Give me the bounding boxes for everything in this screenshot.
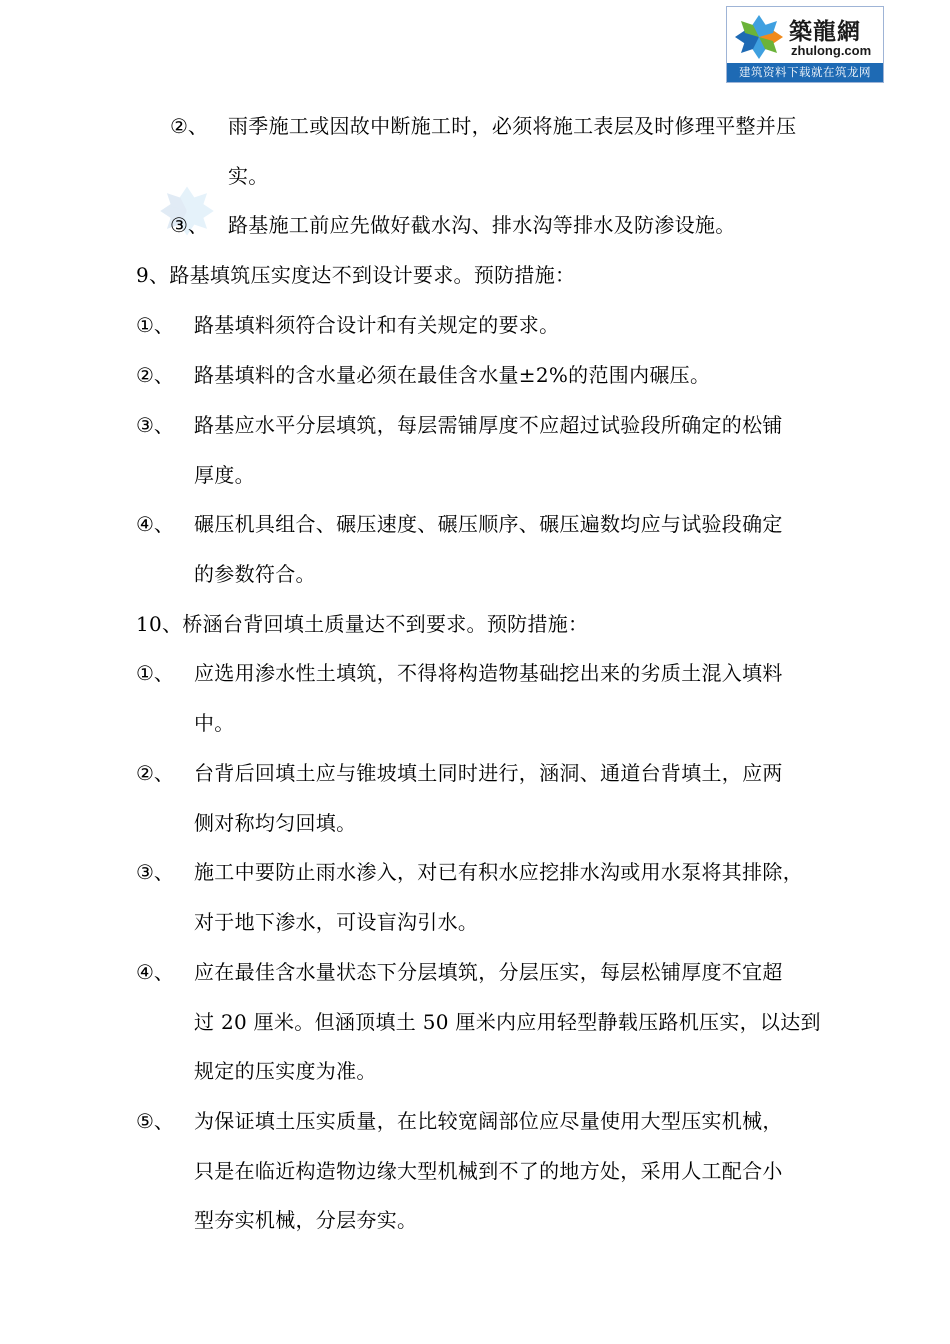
logo-slogan: 建筑资料下载就在筑龙网 [727, 63, 883, 82]
section-heading: 9、路基填筑压实度达不到设计要求。预防措施： [136, 263, 576, 287]
list-marker: ④、 [136, 512, 174, 536]
site-logo [726, 6, 884, 83]
list-item-text: 只是在临近构造物边缘大型机械到不了的地方处，采用人工配合小 [194, 1159, 783, 1183]
list-item-text: 应选用渗水性土填筑，不得将构造物基础挖出来的劣质土混入填料 [194, 661, 783, 685]
list-item-text: 过 20 厘米。但涵顶填土 50 厘米内应用轻型静载压路机压实，以达到 [194, 1010, 821, 1034]
list-item-text: 路基填料须符合设计和有关规定的要求。 [194, 313, 560, 337]
list-marker: ②、 [170, 114, 208, 138]
list-marker: ②、 [136, 363, 174, 387]
logo-top [727, 7, 883, 65]
list-marker: ①、 [136, 661, 174, 685]
list-item-text: 型夯实机械，分层夯实。 [194, 1208, 418, 1232]
logo-flower-icon [733, 13, 785, 61]
list-marker: ④、 [136, 960, 174, 984]
logo-chinese-name: 築龍網 [789, 18, 861, 45]
list-item-text: 台背后回填土应与锥坡填土同时进行，涵洞、通道台背填土，应两 [194, 761, 783, 785]
list-item-text: 路基施工前应先做好截水沟、排水沟等排水及防渗设施。 [228, 213, 736, 237]
list-item-text: 厚度。 [194, 463, 255, 487]
list-item-text: 路基填料的含水量必须在最佳含水量±2%的范围内碾压。 [194, 363, 711, 387]
list-item-text: 侧对称均匀回填。 [194, 811, 357, 835]
list-marker: ③、 [136, 413, 174, 437]
list-item-text: 对于地下渗水，可设盲沟引水。 [194, 910, 479, 934]
list-item-text: 为保证填土压实质量，在比较宽阔部位应尽量使用大型压实机械， [194, 1109, 783, 1133]
logo-domain: zhulong.com [791, 43, 872, 58]
list-marker: ①、 [136, 313, 174, 337]
list-item-text: 路基应水平分层填筑，每层需铺厚度不应超过试验段所确定的松铺 [194, 413, 783, 437]
list-item-text: 碾压机具组合、碾压速度、碾压顺序、碾压遍数均应与试验段确定 [194, 512, 783, 536]
section-heading: 10、桥涵台背回填土质量达不到要求。预防措施： [136, 612, 589, 636]
list-marker: ③、 [136, 860, 174, 884]
list-item-text: 雨季施工或因故中断施工时，必须将施工表层及时修理平整并压 [228, 114, 797, 138]
list-marker: ⑤、 [136, 1109, 174, 1133]
list-item-text: 中。 [194, 711, 235, 735]
list-item-text: 实。 [228, 164, 269, 188]
list-item-text: 施工中要防止雨水渗入，对已有积水应挖排水沟或用水泵将其排除， [194, 860, 803, 884]
list-marker: ②、 [136, 761, 174, 785]
list-marker: ③、 [170, 213, 208, 237]
list-item-text: 的参数符合。 [194, 562, 316, 586]
list-item-text: 规定的压实度为准。 [194, 1059, 377, 1083]
list-item-text: 应在最佳含水量状态下分层填筑，分层压实，每层松铺厚度不宜超 [194, 960, 783, 984]
